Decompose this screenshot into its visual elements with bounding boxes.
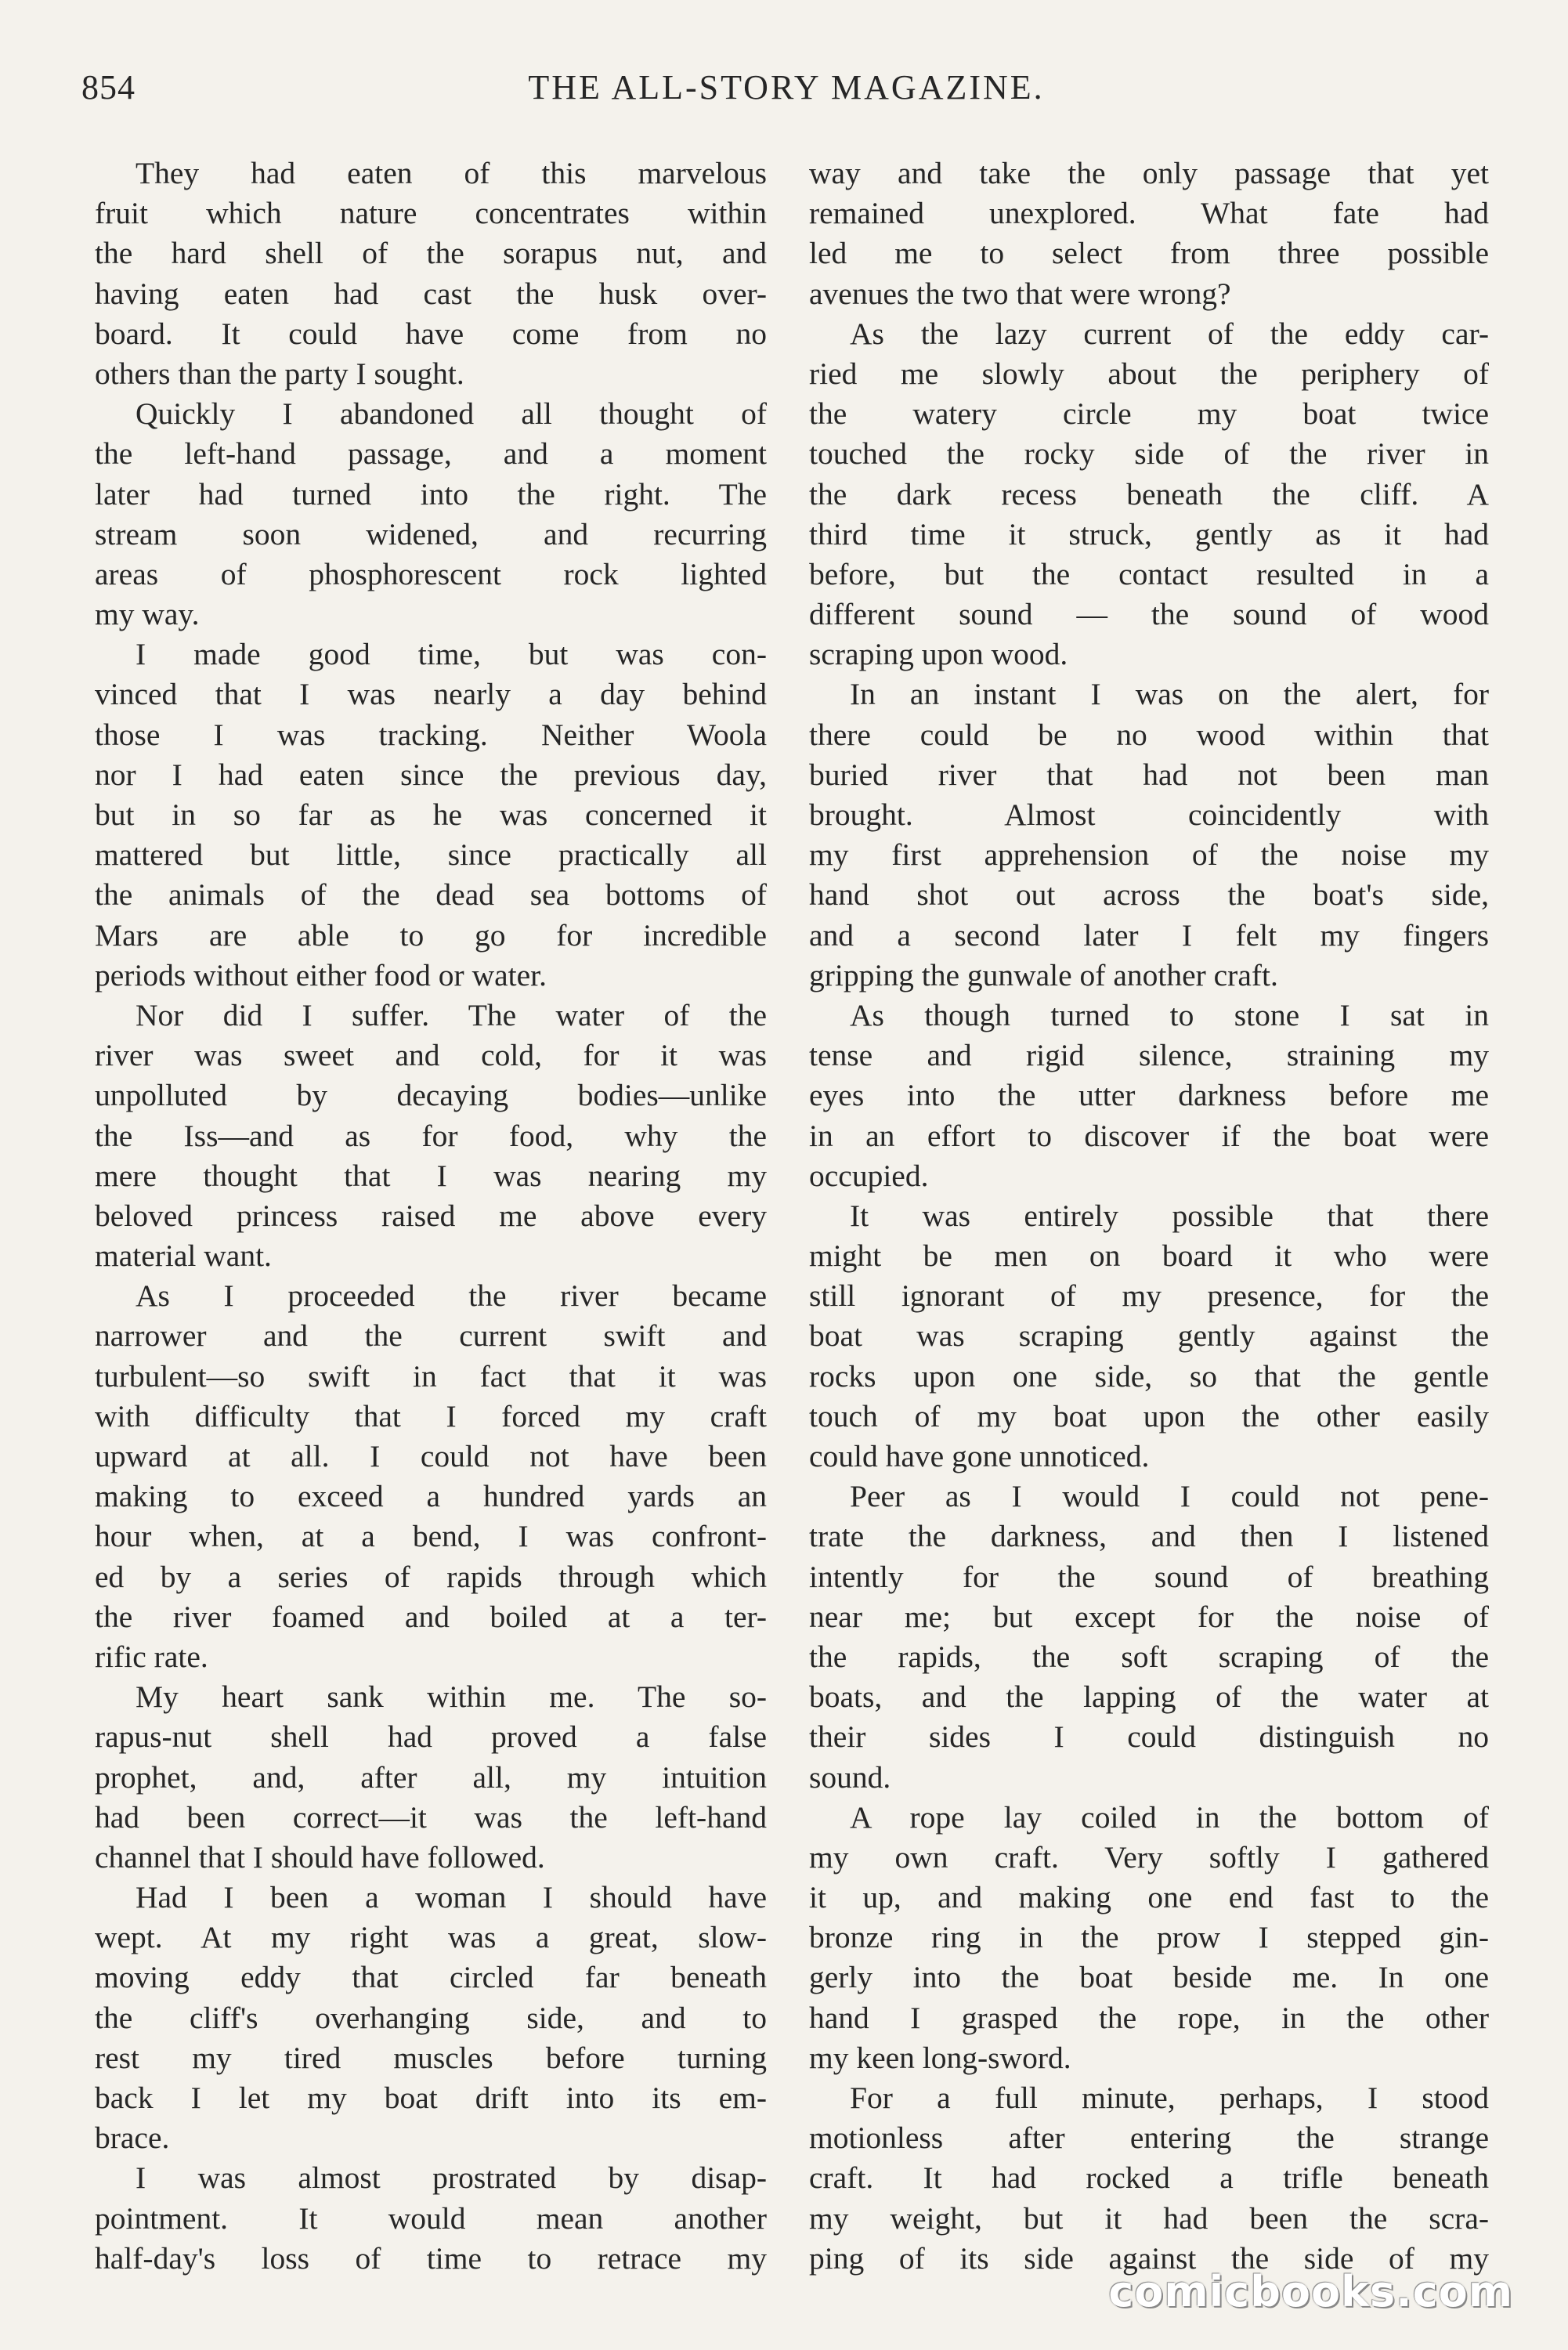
- text-line: having eaten had cast the husk over-: [95, 276, 767, 311]
- text-line: gripping the gunwale of another craft.: [809, 957, 1278, 992]
- text-line: rest my tired muscles before turning: [95, 2040, 767, 2075]
- text-line: I was almost prostrated by disap-: [135, 2160, 767, 2196]
- text-line: board. It could have come from no: [95, 316, 767, 351]
- text-line: channel that I should have followed.: [95, 1839, 545, 1875]
- text-line: near me; but except for the noise of: [809, 1599, 1489, 1634]
- text-line: touch of my boat upon the other easily: [809, 1398, 1489, 1434]
- text-line: beloved princess raised me above every: [95, 1198, 767, 1233]
- text-line: before, but the contact resulted in a: [809, 556, 1489, 591]
- text-line: craft. It had rocked a trifle beneath: [809, 2160, 1489, 2196]
- text-line: pointment. It would mean another: [95, 2200, 767, 2236]
- text-line: They had eaten of this marvelous: [135, 156, 767, 190]
- text-line: My heart sank within me. The so-: [135, 1679, 767, 1715]
- text-line: occupied.: [809, 1158, 929, 1193]
- text-line: vinced that I was nearly a day behind: [95, 677, 767, 712]
- text-line: but in so far as he was concerned it: [95, 797, 767, 832]
- text-line: their sides I could distinguish no: [809, 1719, 1489, 1755]
- text-line: sound.: [809, 1759, 891, 1795]
- text-line: led me to select from three possible: [809, 236, 1489, 271]
- text-line: different sound — the sound of wood: [809, 597, 1489, 632]
- text-line: Nor did I suffer. The water of the: [135, 997, 767, 1032]
- text-line: hand shot out across the boat's side,: [809, 877, 1489, 913]
- text-line: rific rate.: [95, 1639, 208, 1674]
- text-line: the watery circle my boat twice: [809, 396, 1489, 432]
- text-line: scraping upon wood.: [809, 637, 1068, 672]
- text-line: ping of its side against the side of my: [809, 2240, 1489, 2276]
- text-line: the left-hand passage, and a moment: [95, 436, 767, 472]
- text-line: remained unexplored. What fate had: [809, 196, 1489, 231]
- text-line: hand I grasped the rope, in the other: [809, 2000, 1489, 2035]
- text-line: my way.: [95, 597, 200, 632]
- text-line: might be men on board it who were: [809, 1238, 1489, 1274]
- text-line: nor I had eaten since the previous day,: [95, 757, 767, 792]
- text-line: moving eddy that circled far beneath: [95, 1960, 767, 1995]
- text-line: bronze ring in the prow I stepped gin-: [809, 1920, 1489, 1955]
- text-line: there could be no wood within that: [809, 717, 1489, 752]
- page-number: 854: [81, 68, 135, 107]
- text-line: It was entirely possible that there: [850, 1198, 1489, 1233]
- text-line: ed by a series of rapids through which: [95, 1559, 767, 1594]
- text-line: back I let my boat drift into its em-: [95, 2081, 767, 2115]
- text-line: buried river that had not been man: [809, 757, 1489, 792]
- text-line: wept. At my right was a great, slow-: [95, 1920, 767, 1955]
- text-line: it up, and making one end fast to the: [809, 1880, 1489, 1915]
- text-line: my own craft. Very softly I gathered: [809, 1839, 1489, 1875]
- text-line: Quickly I abandoned all thought of: [135, 396, 767, 432]
- text-line: As I proceeded the river became: [135, 1278, 767, 1314]
- text-line: my first apprehension of the noise my: [809, 837, 1489, 873]
- text-line: the Iss—and as for food, why the: [95, 1118, 767, 1153]
- text-line: For a full minute, perhaps, I stood: [850, 2081, 1489, 2115]
- text-line: making to exceed a hundred yards an: [95, 1479, 767, 1514]
- text-line: Had I been a woman I should have: [135, 1880, 767, 1915]
- text-line: in an effort to discover if the boat were: [809, 1118, 1489, 1153]
- text-line: narrower and the current swift and: [95, 1318, 767, 1354]
- text-line: hour when, at a bend, I was confront-: [95, 1519, 767, 1554]
- text-line: the dark recess beneath the cliff. A: [809, 476, 1489, 512]
- text-line: mere thought that I was nearing my: [95, 1158, 767, 1193]
- text-line: areas of phosphorescent rock lighted: [95, 556, 767, 591]
- text-line: still ignorant of my presence, for the: [809, 1278, 1489, 1314]
- text-line: trate the darkness, and then I listened: [809, 1519, 1489, 1554]
- text-line: the cliff's overhanging side, and to: [95, 2000, 767, 2035]
- watermark: comicbooks.com: [1108, 2267, 1513, 2316]
- text-line: brace.: [95, 2120, 170, 2156]
- text-line: Mars are able to go for incredible: [95, 917, 767, 953]
- text-line: and a second later I felt my fingers: [809, 917, 1489, 953]
- text-line: upward at all. I could not have been: [95, 1439, 767, 1473]
- text-line: periods without either food or water.: [95, 957, 547, 992]
- text-line: river was sweet and cold, for it was: [95, 1038, 767, 1073]
- text-line: the rapids, the soft scraping of the: [809, 1639, 1489, 1674]
- text-line: third time it struck, gently as it had: [809, 516, 1489, 551]
- text-line: ried me slowly about the periphery of: [809, 356, 1489, 391]
- text-line: my weight, but it had been the scra-: [809, 2200, 1489, 2236]
- text-line: A rope lay coiled in the bottom of: [850, 1799, 1489, 1835]
- right-column: [809, 154, 1489, 2279]
- text-line: fruit which nature concentrates within: [95, 196, 767, 231]
- text-line: As the lazy current of the eddy car-: [850, 316, 1489, 351]
- text-line: stream soon widened, and recurring: [95, 516, 767, 551]
- text-line: way and take the only passage that yet: [809, 156, 1489, 190]
- text-line: motionless after entering the strange: [809, 2120, 1489, 2156]
- text-line: In an instant I was on the alert, for: [850, 677, 1489, 712]
- text-line: boats, and the lapping of the water at: [809, 1679, 1489, 1715]
- left-column: [95, 154, 767, 2279]
- text-line: touched the rocky side of the river in: [809, 436, 1489, 472]
- running-head: THE ALL-STORY MAGAZINE.: [528, 68, 1045, 107]
- text-line: avenues the two that were wrong?: [809, 276, 1231, 311]
- text-line: had been correct—it was the left-hand: [95, 1799, 767, 1835]
- text-line: material want.: [95, 1238, 272, 1274]
- text-line: I made good time, but was con-: [135, 637, 767, 672]
- page-header: [81, 67, 1491, 122]
- text-line: eyes into the utter darkness before me: [809, 1078, 1489, 1113]
- text-line: As though turned to stone I sat in: [850, 997, 1489, 1032]
- text-line: rapus-nut shell had proved a false: [95, 1719, 767, 1755]
- text-line: gerly into the boat beside me. In one: [809, 1960, 1489, 1995]
- text-line: intently for the sound of breathing: [809, 1559, 1489, 1594]
- text-line: the animals of the dead sea bottoms of: [95, 877, 767, 913]
- text-line: with difficulty that I forced my craft: [95, 1398, 767, 1434]
- text-line: tense and rigid silence, straining my: [809, 1038, 1489, 1073]
- text-line: unpolluted by decaying bodies—unlike: [95, 1078, 767, 1113]
- text-line: rocks upon one side, so that the gentle: [809, 1358, 1489, 1394]
- text-line: brought. Almost coincidently with: [809, 797, 1489, 832]
- text-line: the hard shell of the sorapus nut, and: [95, 236, 767, 271]
- text-line: later had turned into the right. The: [95, 476, 767, 512]
- text-line: boat was scraping gently against the: [809, 1318, 1489, 1354]
- text-line: those I was tracking. Neither Woola: [95, 717, 767, 752]
- text-line: prophet, and, after all, my intuition: [95, 1759, 767, 1795]
- text-line: others than the party I sought.: [95, 356, 464, 391]
- text-line: mattered but little, since practically all: [95, 837, 767, 873]
- text-line: Peer as I would I could not pene-: [850, 1479, 1489, 1514]
- text-line: half-day's loss of time to retrace my: [95, 2240, 767, 2276]
- text-line: turbulent—so swift in fact that it was: [95, 1358, 767, 1394]
- text-line: could have gone unnoticed.: [809, 1439, 1150, 1473]
- text-line: the river foamed and boiled at a ter-: [95, 1599, 767, 1634]
- text-line: my keen long-sword.: [809, 2040, 1071, 2075]
